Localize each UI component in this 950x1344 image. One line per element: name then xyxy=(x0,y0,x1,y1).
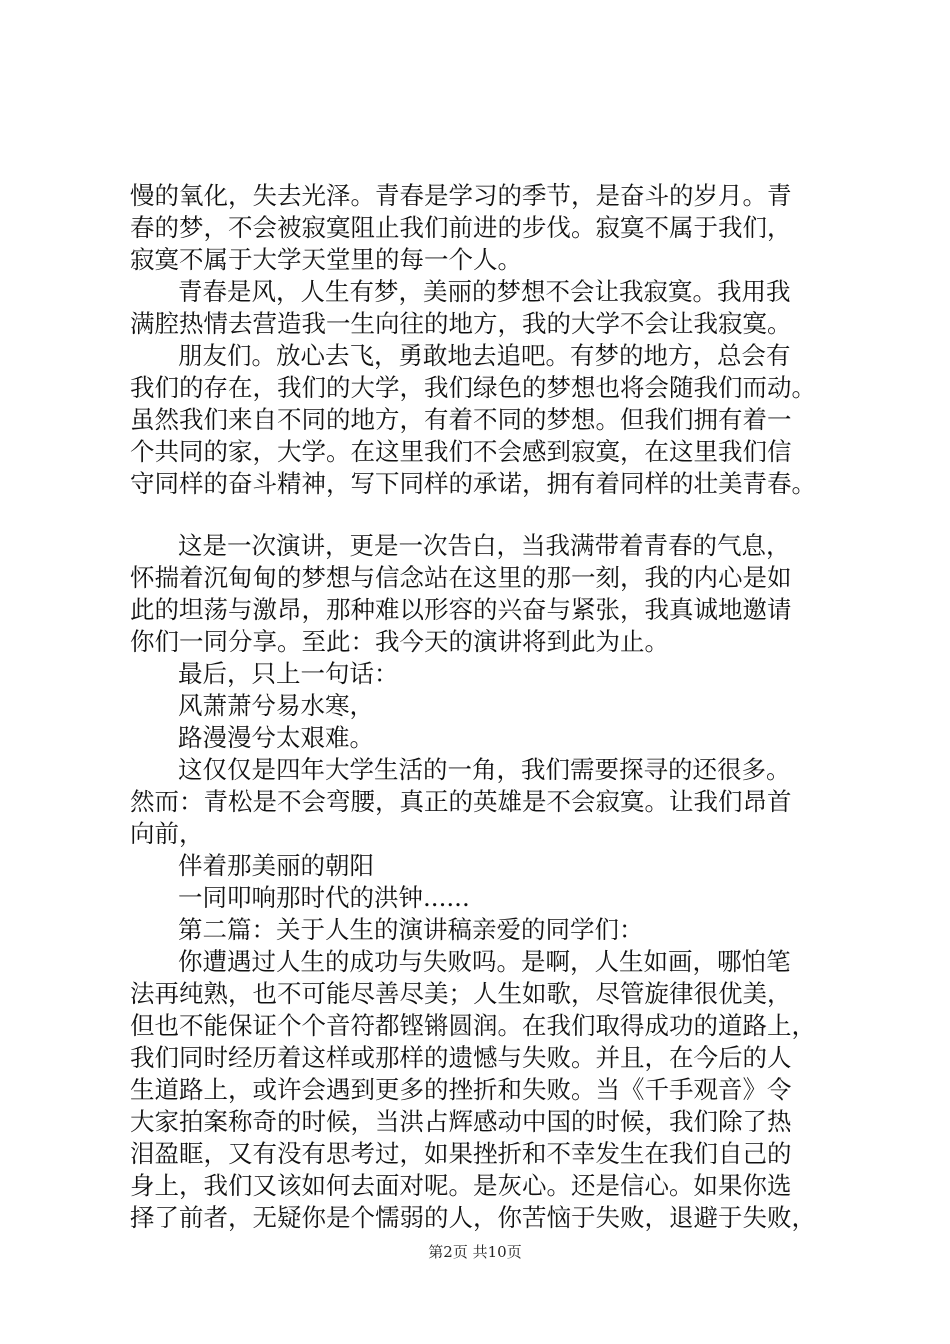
text-line: 伴着那美丽的朝阳 xyxy=(178,851,374,880)
text-line: 个共同的家，大学。在这里我们不会感到寂寞，在这里我们信 xyxy=(130,437,792,466)
text-line: 朋友们。放心去飞，勇敢地去追吧。有梦的地方，总会有 xyxy=(178,341,791,370)
text-line: 你遭遇过人生的成功与失败吗。是啊，人生如画，哪怕笔 xyxy=(178,947,791,976)
text-line: 寂寞不属于大学天堂里的每一个人。 xyxy=(130,245,522,274)
text-line: 法再纯熟，也不可能尽善尽美；人生如歌，尽管旋律很优美， xyxy=(130,979,792,1008)
text-line: 然而：青松是不会弯腰，真正的英雄是不会寂寞。让我们昂首 xyxy=(130,787,792,816)
text-line: 虽然我们来自不同的地方，有着不同的梦想。但我们拥有着一 xyxy=(130,405,792,434)
text-line: 春的梦，不会被寂寞阻止我们前进的步伐。寂寞不属于我们， xyxy=(130,213,792,242)
text-line: 路漫漫兮太艰难。 xyxy=(178,723,374,752)
section-heading: 第二篇：关于人生的演讲稿亲爱的同学们： xyxy=(178,915,644,944)
text-line: 此的坦荡与激昂，那种难以形容的兴奋与紧张，我真诚地邀请 xyxy=(130,595,792,624)
text-line: 满腔热情去营造我一生向往的地方，我的大学不会让我寂寞。 xyxy=(130,309,792,338)
text-line: 我们的存在，我们的大学，我们绿色的梦想也将会随我们而动。 xyxy=(130,373,816,402)
text-line: 风萧萧兮易水寒， xyxy=(178,691,374,720)
text-line: 这仅仅是四年大学生活的一角，我们需要探寻的还很多。 xyxy=(178,755,791,784)
text-line: 择了前者，无疑你是个懦弱的人，你苦恼于失败，退避于失败， xyxy=(130,1203,816,1232)
text-line: 泪盈眶，又有没有思考过，如果挫折和不幸发生在我们自己的 xyxy=(130,1139,792,1168)
text-line: 生道路上，或许会遇到更多的挫折和失败。当《千手观音》令 xyxy=(130,1075,792,1104)
text-line: 身上，我们又该如何去面对呢。是灰心。还是信心。如果你选 xyxy=(130,1171,792,1200)
text-line: 但也不能保证个个音符都铿锵圆润。在我们取得成功的道路上， xyxy=(130,1011,816,1040)
page-footer: 第2页 共10页 xyxy=(428,1243,522,1261)
text-line: 这是一次演讲，更是一次告白，当我满带着青春的气息， xyxy=(178,531,791,560)
text-line: 守同样的奋斗精神，写下同样的承诺，拥有着同样的壮美青春。 xyxy=(130,469,816,498)
text-line: 慢的氧化，失去光泽。青春是学习的季节，是奋斗的岁月。青 xyxy=(130,181,792,210)
text-line: 最后，只上一句话： xyxy=(178,659,399,688)
text-line: 你们一同分享。至此：我今天的演讲将到此为止。 xyxy=(130,627,669,656)
text-line: 一同叩响那时代的洪钟...... xyxy=(178,883,470,912)
text-line: 青春是风，人生有梦，美丽的梦想不会让我寂寞。我用我 xyxy=(178,277,791,306)
text-line: 向前， xyxy=(130,819,204,848)
text-line: 大家拍案称奇的时候，当洪占辉感动中国的时候，我们除了热 xyxy=(130,1107,792,1136)
text-line: 我们同时经历着这样或那样的遗憾与失败。并且，在今后的人 xyxy=(130,1043,792,1072)
text-line: 怀揣着沉甸甸的梦想与信念站在这里的那一刻，我的内心是如 xyxy=(130,563,792,592)
